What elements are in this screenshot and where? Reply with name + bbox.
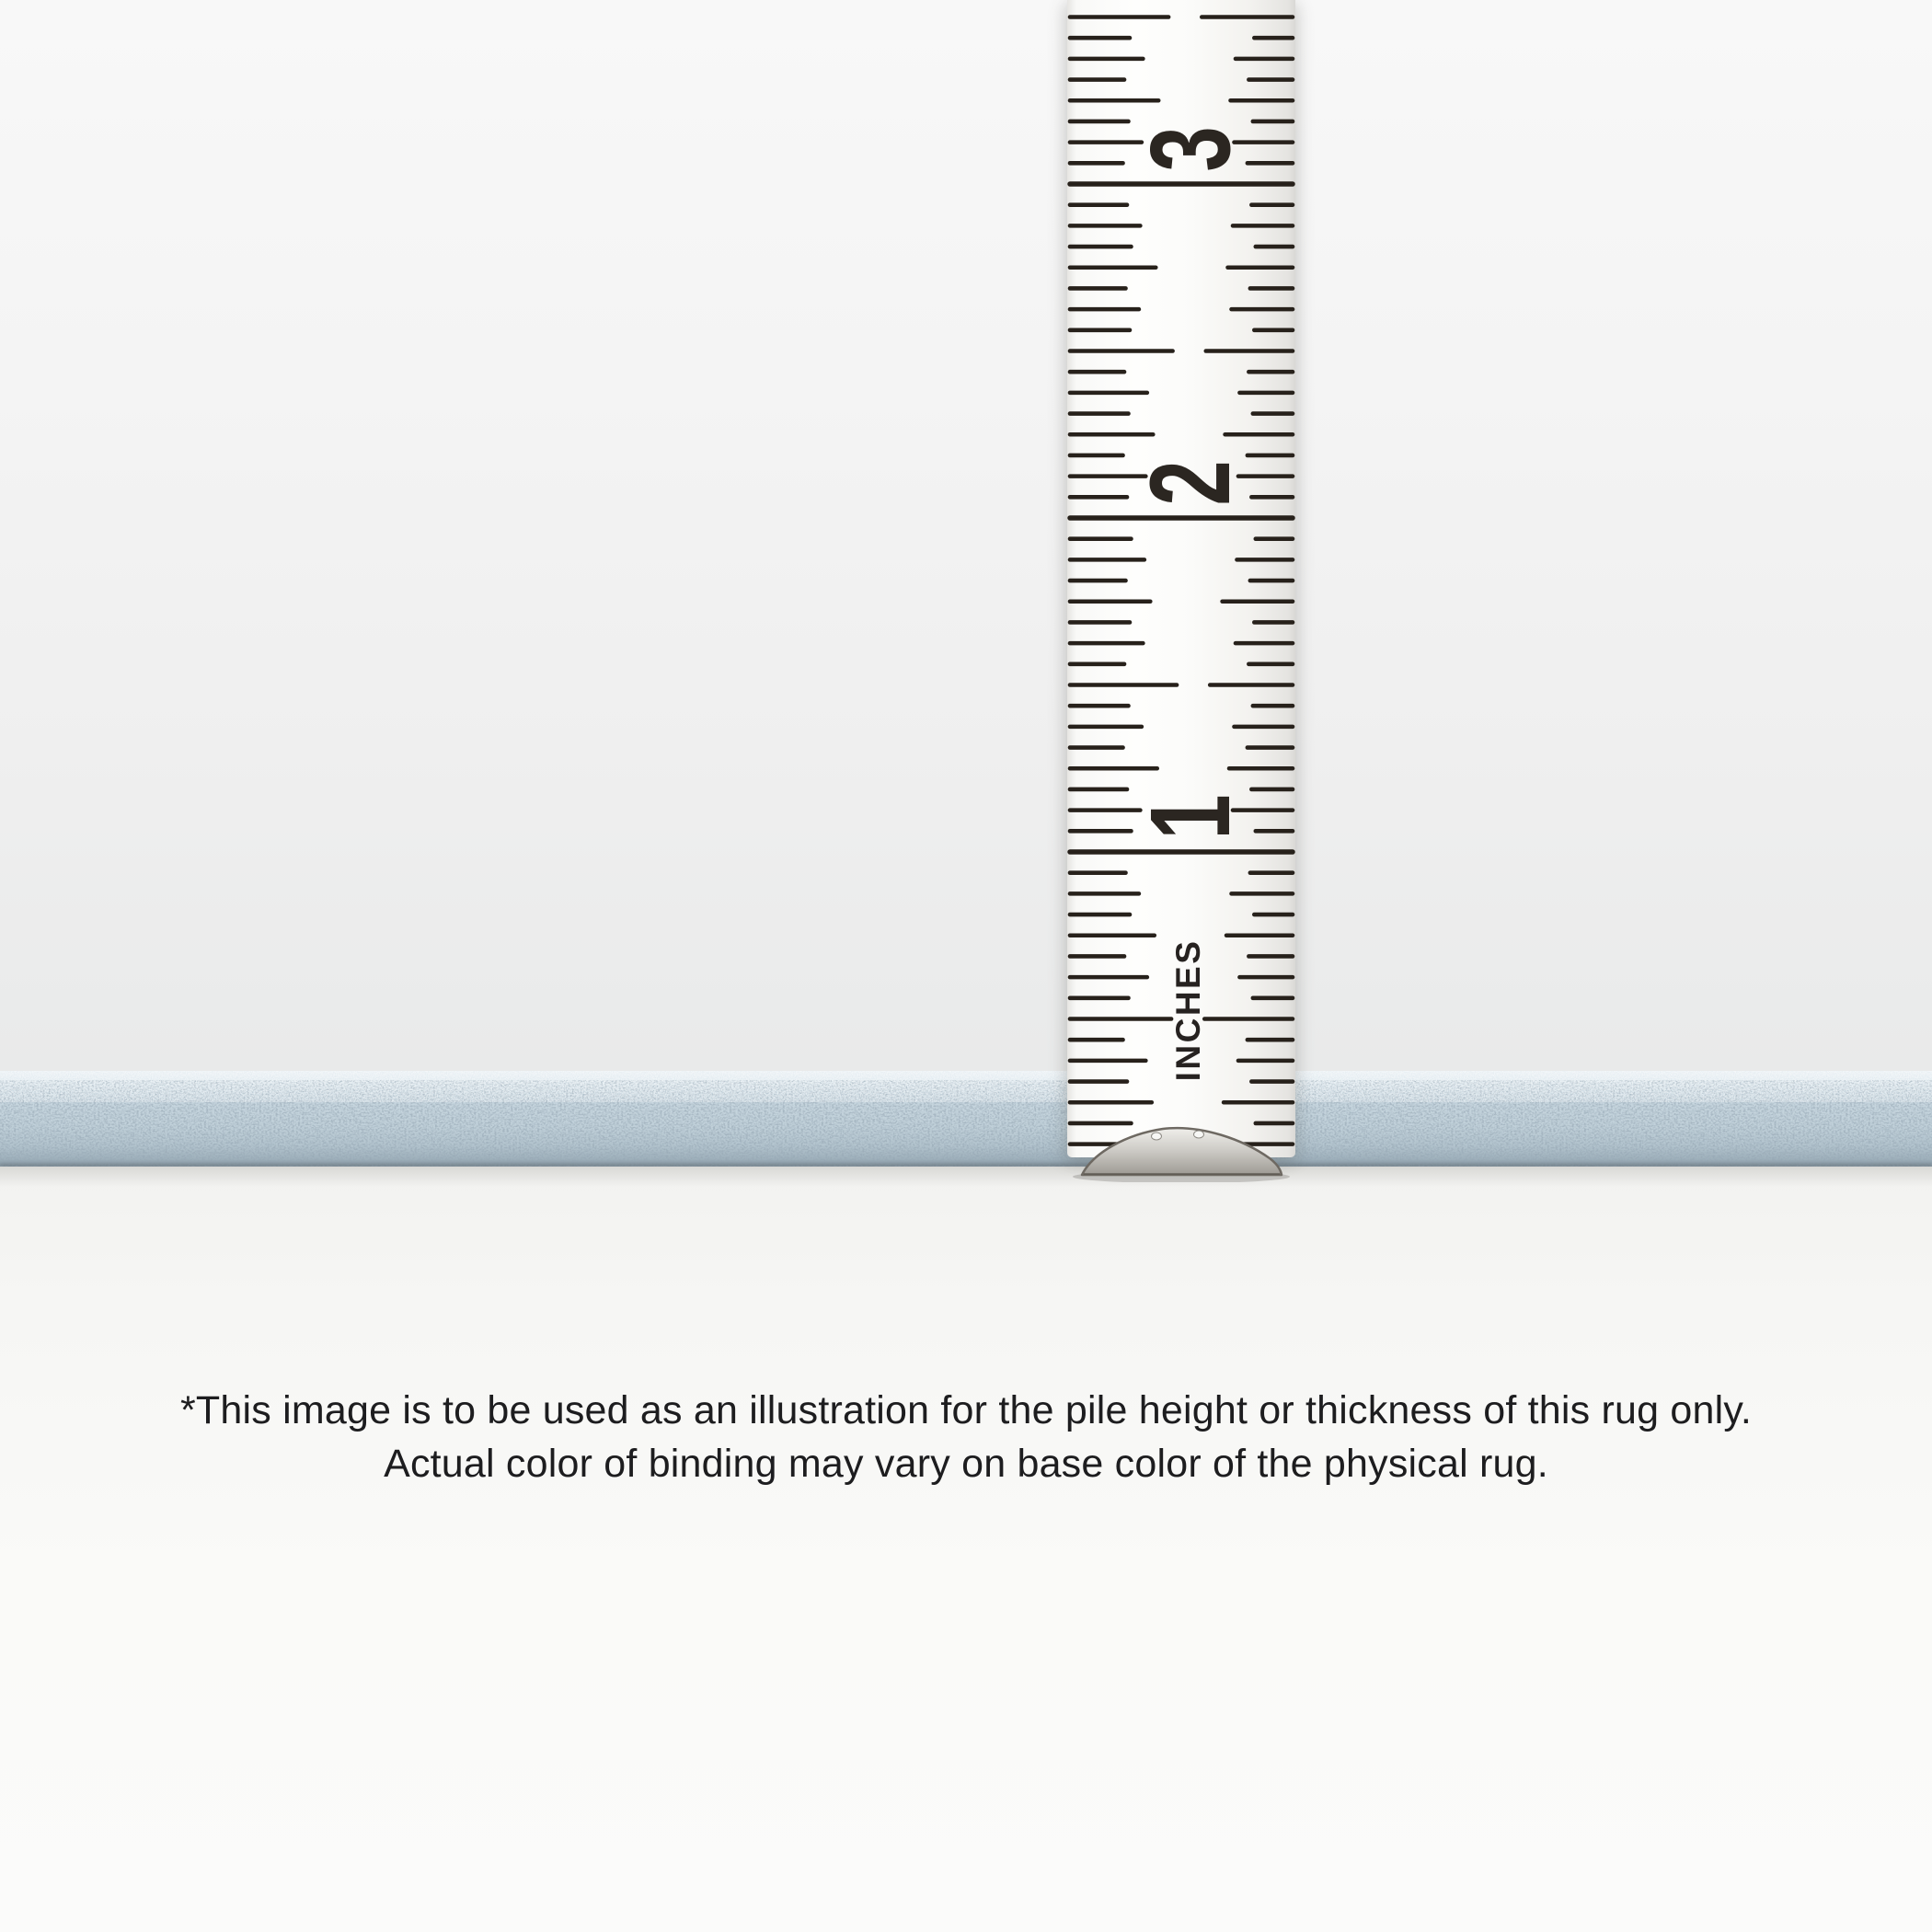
rivet-left	[1152, 1133, 1162, 1140]
ruler-metal-tip	[1067, 1063, 1295, 1182]
ruler	[1067, 0, 1295, 1187]
ruler-number-3-text: 3	[1127, 126, 1254, 172]
disclaimer-line-1: *This image is to be used as an illustration for the pile height or thickness of this rug only.	[179, 1388, 1753, 1432]
rug-contact-shadow	[0, 1167, 1932, 1187]
rug-cross-section	[0, 1071, 1932, 1167]
ruler-number-1-text: 1	[1127, 794, 1254, 840]
disclaimer-line-2: Actual color of binding may vary on base color of the physical rug.	[384, 1442, 1548, 1486]
metal-dome	[1082, 1128, 1282, 1175]
rug-texture	[0, 1071, 1932, 1167]
floor	[0, 1167, 1932, 1932]
ruler-number-3	[1112, 93, 1269, 205]
disclaimer-text	[0, 1384, 1932, 1490]
ruler-number-2-text: 2	[1127, 460, 1254, 506]
ruler-unit-label: INCHES	[1169, 938, 1207, 1082]
rivet-right	[1194, 1131, 1204, 1138]
ruler-number-1	[1112, 761, 1269, 873]
ruler-number-2	[1112, 427, 1269, 539]
